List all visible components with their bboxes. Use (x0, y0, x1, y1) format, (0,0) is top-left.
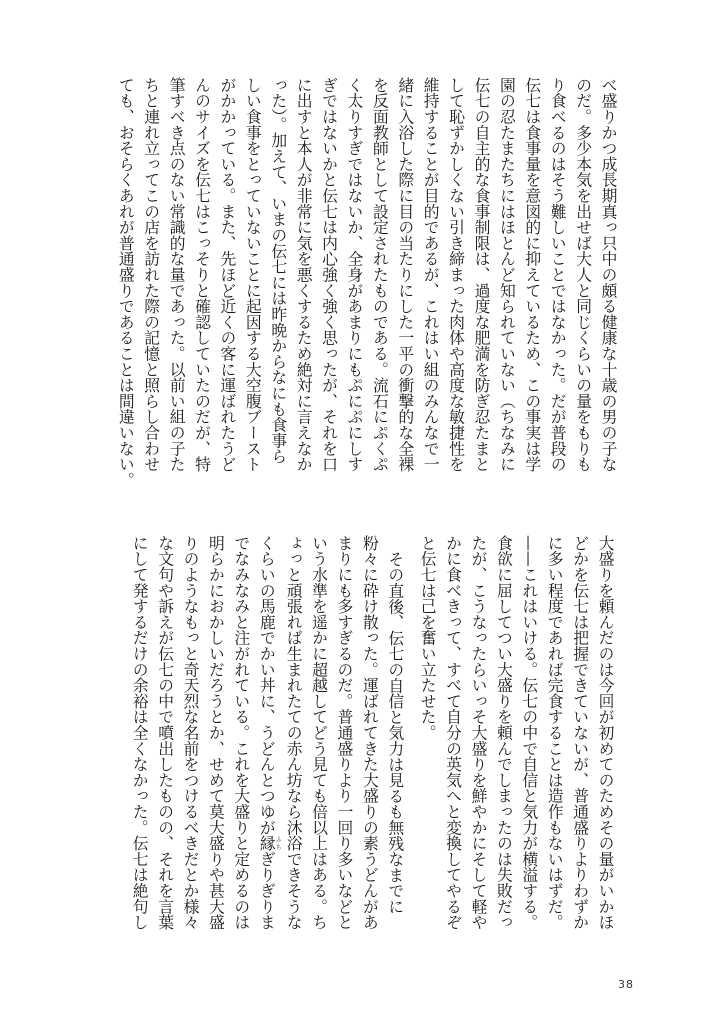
text-column: まりにも多すぎるのだ。普通盛りより一回り多いなどと (334, 535, 354, 930)
page-number: 38 (618, 978, 634, 991)
text-column: しい食事をとっていないことに起因する大空腹ブースト (243, 77, 263, 472)
text-column: 明らかにおかしいだろうとか、せめて莫大盛りや甚大盛 (206, 535, 226, 930)
text-column: 伝七は食事量を意図的に抑えているため、この事実は学 (522, 77, 542, 472)
text-column: いう水準を遥かに超越してどう見ても倍以上はある。ち (309, 535, 329, 930)
text-column: 食欲に屈してつい大盛りを頼んでしまったのは失敗だっ (494, 535, 514, 930)
upper-text-block (113, 77, 621, 507)
text-column: ちと連れ立ってこの店を訪れた際の記憶と照らし合わせ (141, 77, 161, 472)
ruby-annotation (257, 835, 282, 852)
text-column (254, 535, 281, 965)
text-column: がかかっている。また、先ほど近くの客に運ばれたうど (217, 77, 237, 472)
text-column: どかを伝七は把握できていないが、普通盛りよりわずか (570, 535, 590, 930)
text-column: んのサイズを伝七はこっそりと確認していたのだが、特 (192, 77, 212, 472)
text-column: にして発するだけの余裕は全くなかった。伝七は絶句し (130, 535, 150, 930)
text-column: り食べるのはそう難しいことではなかった。だが普段の (548, 77, 568, 472)
text-column: ——これはいける。伝七の中で自信と気力が横溢する。 (519, 535, 539, 930)
text-column: かに食べきって、すべて自分の英気へと変換してやるぞ (443, 535, 463, 930)
text-run: ぎりぎりま (257, 851, 277, 931)
text-run: くらいの馬鹿でかい丼に、うどんとつゆが (257, 535, 277, 836)
text-column: ぎではないかと伝七は内心強く強く思ったが、それを口 (319, 77, 339, 472)
text-column: ても、おそらくあれが普通盛りであることは間違いない。 (116, 77, 136, 488)
text-column: く太りすぎではないか、全身があまりにもぷにぷにしす (344, 77, 364, 472)
text-column: を反面教師として設定されたものである。流石にぷくぷ (370, 77, 390, 472)
text-column: 緒に入浴した際に目の当たりにした一平の衝撃的な全裸 (395, 77, 415, 472)
text-column: 伝七の自主的な食事制限は、過度な肥満を防ぎ忍たまと (471, 77, 491, 472)
text-column: と伝七は己を奮い立たせた。 (418, 535, 438, 741)
text-column: に出すと本人が非常に気を悪くするため絶対に言えなか (294, 77, 314, 472)
text-column: りのようなもっと奇天烈な名前をつけるべきだとか様々 (181, 535, 200, 930)
text-column: たが、こうなったらいっそ大盛りを鮮やかにそして軽や (468, 535, 488, 930)
text-column: のだ。多少本気を出せば大人と同じくらいの量をもりも (573, 77, 593, 472)
lower-text-block (127, 535, 618, 965)
text-column: 園の忍たまたちにはほとんど知られていない（ちなみに (497, 77, 517, 472)
text-column: 粉々に砕け散った。運ばれてきた大盛りの素うどんがあ (360, 535, 380, 930)
text-column: に多い程度であれば完食することは造作もないはずだ。 (545, 535, 565, 930)
ruby-base: 縁 (257, 835, 277, 852)
text-column: 大盛りを頼んだのは今回が初めてのためその量がいかほ (596, 535, 615, 930)
text-column: べ盛りかつ成長期真っ只中の頗る健康な十歳の男の子な (599, 77, 618, 472)
text-column: った）。加えて、いまの伝七には昨晩からなにも食事ら (268, 77, 288, 465)
text-column: その直後、伝七の自信と気力は見るも無残なまでに (385, 550, 405, 915)
text-column: 維持することが目的であるが、これはい組のみんなで一 (421, 77, 441, 472)
text-column: でなみなみと注がれている。これを大盛りと定めるのは (231, 535, 251, 930)
ruby-text: ふち (274, 835, 282, 852)
text-column: 筆すべき点のない常識的な量であった。以前い組の子た (167, 77, 187, 472)
text-column: ょっと頑張れば生まれたての赤ん坊なら沐浴できそうな (284, 535, 304, 930)
text-column: して恥ずかしくない引き締まった肉体や高度な敏捷性を (446, 77, 466, 472)
text-column: な文句や訴えが伝七の中で噴出したものの、それを言葉 (155, 535, 175, 930)
